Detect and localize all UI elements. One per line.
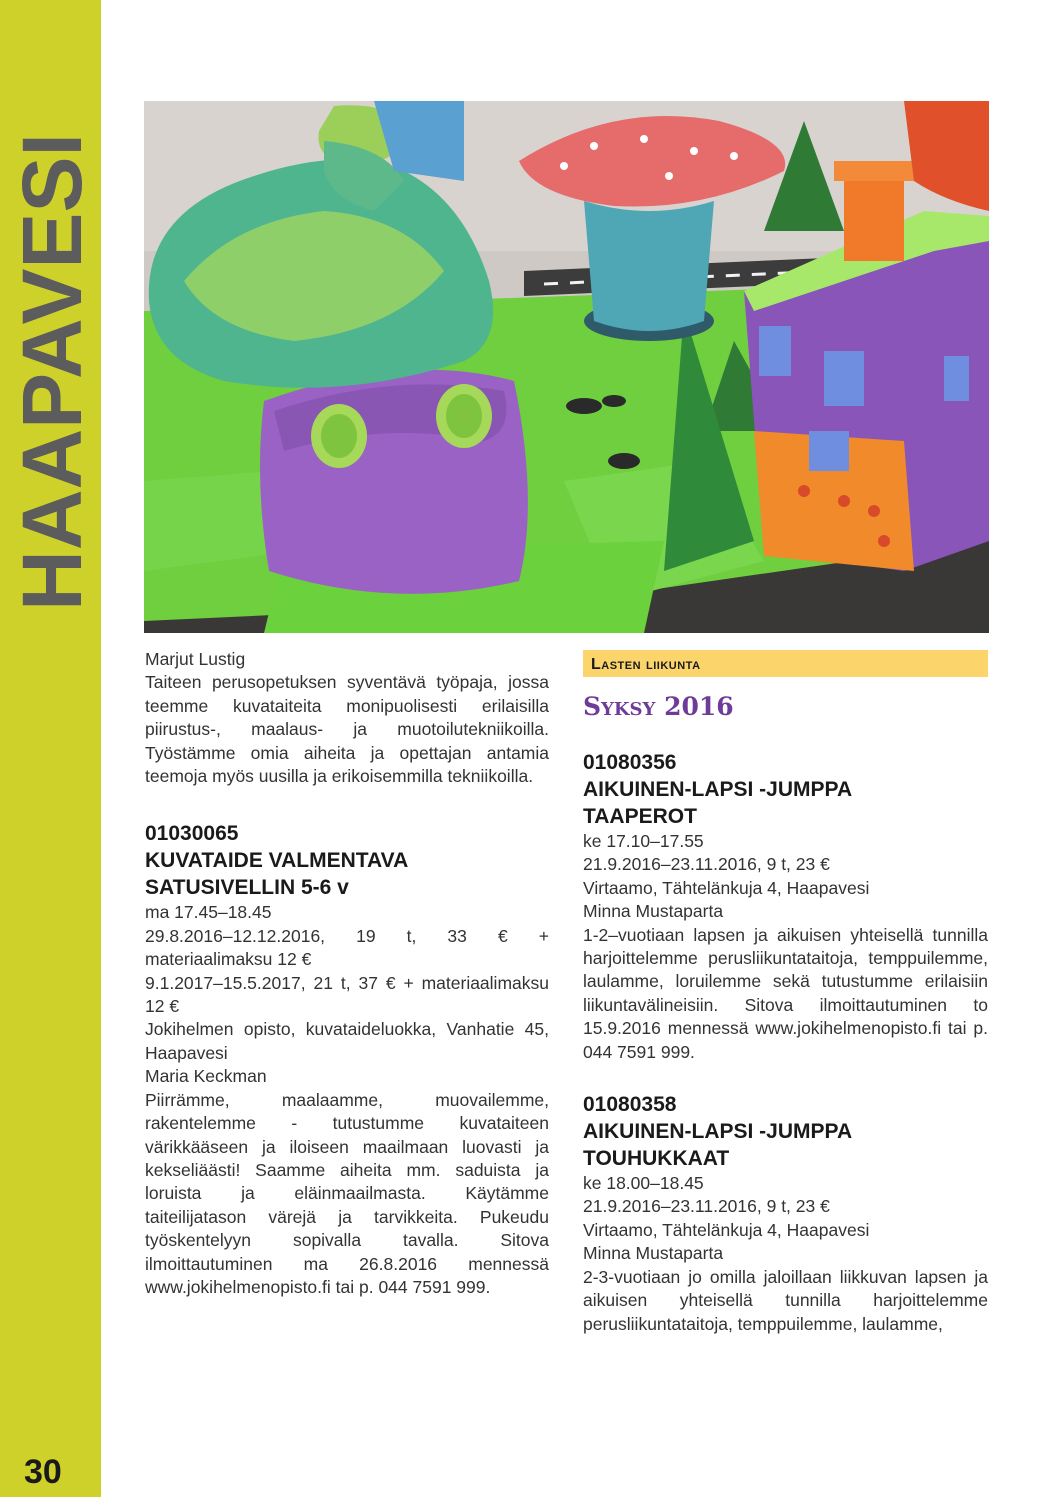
- right-column: [583, 648, 988, 1336]
- course-period-2: 9.1.2017–15.5.2017, 21 t, 37 € + materiaalimaksu 12 €: [145, 972, 549, 1017]
- course-place: Jokihelmen opisto, kuvataideluokka, Vanhatie 45, Haapavesi: [145, 1019, 549, 1063]
- section-title: HAAPAVESI: [5, 133, 99, 611]
- left-column: [145, 648, 549, 1299]
- course-title: KUVATAIDE VALMENTAVA: [145, 849, 409, 873]
- course-subtitle: TOUHUKKAAT: [583, 1147, 730, 1171]
- course-title: AIKUINEN-LAPSI -JUMPPA: [583, 1120, 853, 1144]
- course-period-1: 29.8.2016–12.12.2016, 19 t, 33 € + materiaalimaksu 12 €: [145, 925, 549, 970]
- course-description: 2-3-vuotiaan jo omilla jaloillaan liikkuvan lapsen ja aikuisen yhteisellä tunnilla harjoittelemme perusliikuntataitoja, temppuilemme, laulamme,: [583, 1266, 988, 1334]
- course-title: AIKUINEN-LAPSI -JUMPPA: [583, 778, 853, 801]
- category-label: Lasten liikunta: [583, 650, 988, 677]
- page-number: 30: [24, 1453, 62, 1491]
- course-teacher: Minna Mustaparta: [583, 1243, 724, 1264]
- course-teacher: Minna Mustaparta: [583, 901, 724, 922]
- course-period: 21.9.2016–23.11.2016, 9 t, 23 €: [583, 854, 830, 875]
- section-title-vertical: [2, 92, 102, 652]
- course-period: 21.9.2016–23.11.2016, 9 t, 23 €: [583, 1196, 830, 1217]
- artwork-photo: [144, 101, 989, 633]
- intro-text: Taiteen perusopetuksen syventävä työpaja, jossa teemme kuvataiteita monipuolisesti erilaisilla piirustus-, maalaus- ja muotoilutekniikoilla. Työstämme omia aiheita ja opettajan antamia teemoja myös uusilla ja erikoisemmilla tekniikoilla.: [145, 672, 549, 787]
- course-code: 01080356: [583, 751, 677, 774]
- photo-credit: Marjut Lustig: [145, 649, 246, 669]
- course-code: 01080358: [583, 1093, 677, 1117]
- course-time: ke 18.00–18.45: [583, 1173, 704, 1194]
- season-heading: Syksy 2016: [583, 692, 734, 721]
- course-teacher: Maria Keckman: [145, 1066, 267, 1087]
- course-place: Virtaamo, Tähtelänkuja 4, Haapavesi: [583, 877, 870, 898]
- course-description: Piirrämme, maalaamme, muovailemme, rakentelemme - tutustumme kuvataiteen värikkääseen ja iloiseen maailmaan luovasti ja kekseliäästi! Saamme aiheita mm. saduista ja loruista ja eläinmaailmasta. Käytämme taiteilijatason värejä ja tarvikkeita. Pukeudu työskentelyyn sopivalla tavalla. Sitova ilmoittautuminen ma 26.8.2016 mennessä www.jokihelmenopisto.fi tai p. 044 7591 999.: [145, 1089, 549, 1297]
- course-time: ma 17.45–18.45: [145, 902, 272, 923]
- course-time: ke 17.10–17.55: [583, 831, 704, 851]
- course-subtitle: TAAPEROT: [583, 805, 697, 828]
- sidebar-band: [0, 0, 101, 1497]
- course-description: 1-2–vuotiaan lapsen ja aikuisen yhteisellä tunnilla harjoittelemme perusliikuntataitoja, temppuilemme, laulamme, loruilemme sekä tutustumme erilaisiin liikuntavälineisiin. Sitova ilmoittautuminen to 15.9.2016 mennessä www.jokihelmenopisto.fi tai p. 044 7591 999.: [583, 924, 988, 1062]
- course-place: Virtaamo, Tähtelänkuja 4, Haapavesi: [583, 1219, 870, 1240]
- course-subtitle: SATUSIVELLIN 5-6 v: [145, 876, 349, 900]
- course-code: 01030065: [145, 822, 239, 846]
